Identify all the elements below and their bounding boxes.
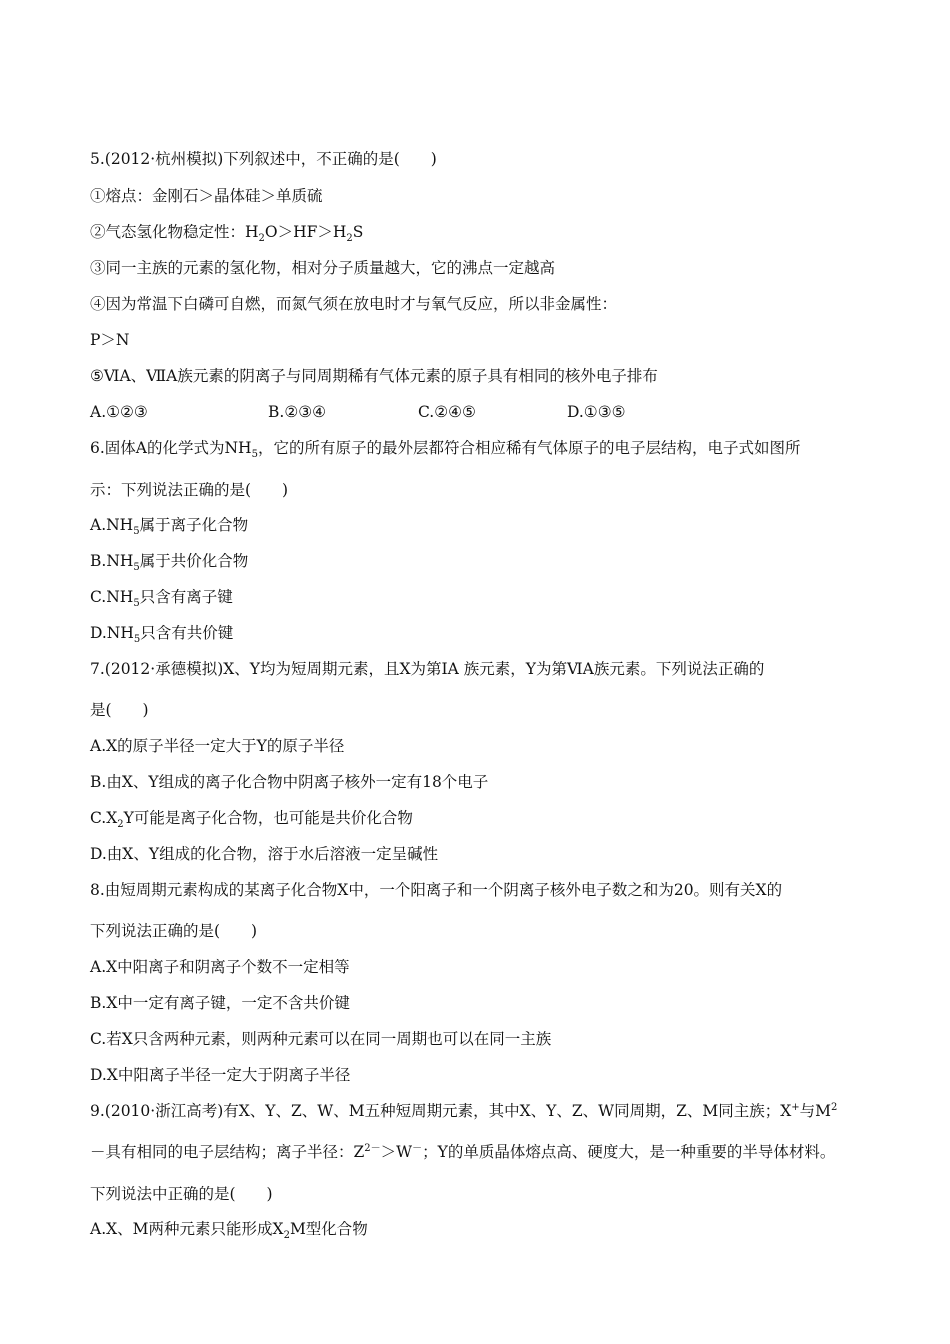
q6-option-a: $A.NH_5$属于离子化合物 <box>90 516 249 538</box>
q8-option-a: A.X中阳离子和阴离子个数不一定相等 <box>90 958 350 976</box>
q8-stem-cont: 下列说法正确的是( ) <box>90 922 258 940</box>
q8-option-b: B.X中一定有离子键，一定不含共价键 <box>90 994 350 1012</box>
q5-statement-3: ③同一主族的元素的氢化物，相对分子质量越大，它的沸点一定越高 <box>90 259 556 277</box>
q5-statement-1: ①熔点：金刚石＞晶体硅＞单质硫 <box>90 187 323 205</box>
q5-option-c: C.②④⑤ <box>418 403 476 421</box>
q6-option-c: $C.NH_5$只含有离子键 <box>90 588 233 610</box>
q5-statement-4: ④因为常温下白磷可自燃，而氮气须在放电时才与氧气反应，所以非金属性： <box>90 295 618 313</box>
q5-option-d: D.①③⑤ <box>567 403 626 421</box>
q7-option-c: $C.X_2Y$可能是离子化合物，也可能是共价化合物 <box>90 809 413 831</box>
q5-option-a: A.①②③ <box>90 403 148 421</box>
q5-statement-5: ⑤ⅥA、ⅦA族元素的阴离子与同周期稀有气体元素的原子具有相同的核外电子排布 <box>90 367 658 385</box>
q5-option-b: B.②③④ <box>268 403 327 421</box>
q8-stem: 8.由短周期元素构成的某离子化合物X中，一个阳离子和一个阴离子核外电子数之和为20。则有关X的 <box>90 881 783 899</box>
q6-stem: 6.固体A的化学式为$NH_5$，它的所有原子的最外层都符合相应稀有气体原子的电子层结构，电子式如图所 <box>90 439 801 461</box>
q9-stem-question: 下列说法中正确的是( ) <box>90 1185 273 1203</box>
q7-option-a: A.X的原子半径一定大于Y的原子半径 <box>90 737 345 755</box>
q8-option-d: D.X中阳离子半径一定大于阴离子半径 <box>90 1066 351 1084</box>
q6-option-b: $B.NH_5$属于共价化合物 <box>90 552 249 574</box>
q7-stem: 7.(2012·承德模拟)X、Y均为短周期元素，且X为第ⅠA 族元素，Y为第ⅥA族元素。下列说法正确的 <box>90 660 765 678</box>
q5-stem: 5.(2012·杭州模拟)下列叙述中，不正确的是( ) <box>90 150 437 168</box>
q5-statement-4-cont: P＞N <box>90 331 130 349</box>
q6-option-d: $D.NH_5$只含有共价键 <box>90 624 234 646</box>
q5-statement-2: ②气态氢化物稳定性：$H_2O>HF>H_2S$ <box>90 223 364 245</box>
q9-option-a: A.X、M两种元素只能形成$X_2M$型化合物 <box>90 1220 368 1242</box>
q7-option-d: D.由X、Y组成的化合物，溶于水后溶液一定呈碱性 <box>90 845 439 863</box>
q8-option-c: C.若X只含两种元素，则两种元素可以在同一周期也可以在同一主族 <box>90 1030 552 1048</box>
q6-stem-cont: 示：下列说法正确的是( ) <box>90 481 289 499</box>
q7-option-b: B.由X、Y组成的离子化合物中阴离子核外一定有18个电子 <box>90 773 489 791</box>
q7-stem-cont: 是( ) <box>90 701 149 719</box>
q9-stem: 9.(2010·浙江高考)有X、Y、Z、W、M五种短周期元素，其中X、Y、Z、W同周期，Z、M同主族；X+与$M^2$ <box>90 1101 838 1120</box>
q9-stem-cont: －具有相同的电子层结构；离子半径：$Z^{2-}>W^-$；Y的单质晶体熔点高、硬度大，是一种重要的半导体材料。 <box>90 1142 836 1161</box>
